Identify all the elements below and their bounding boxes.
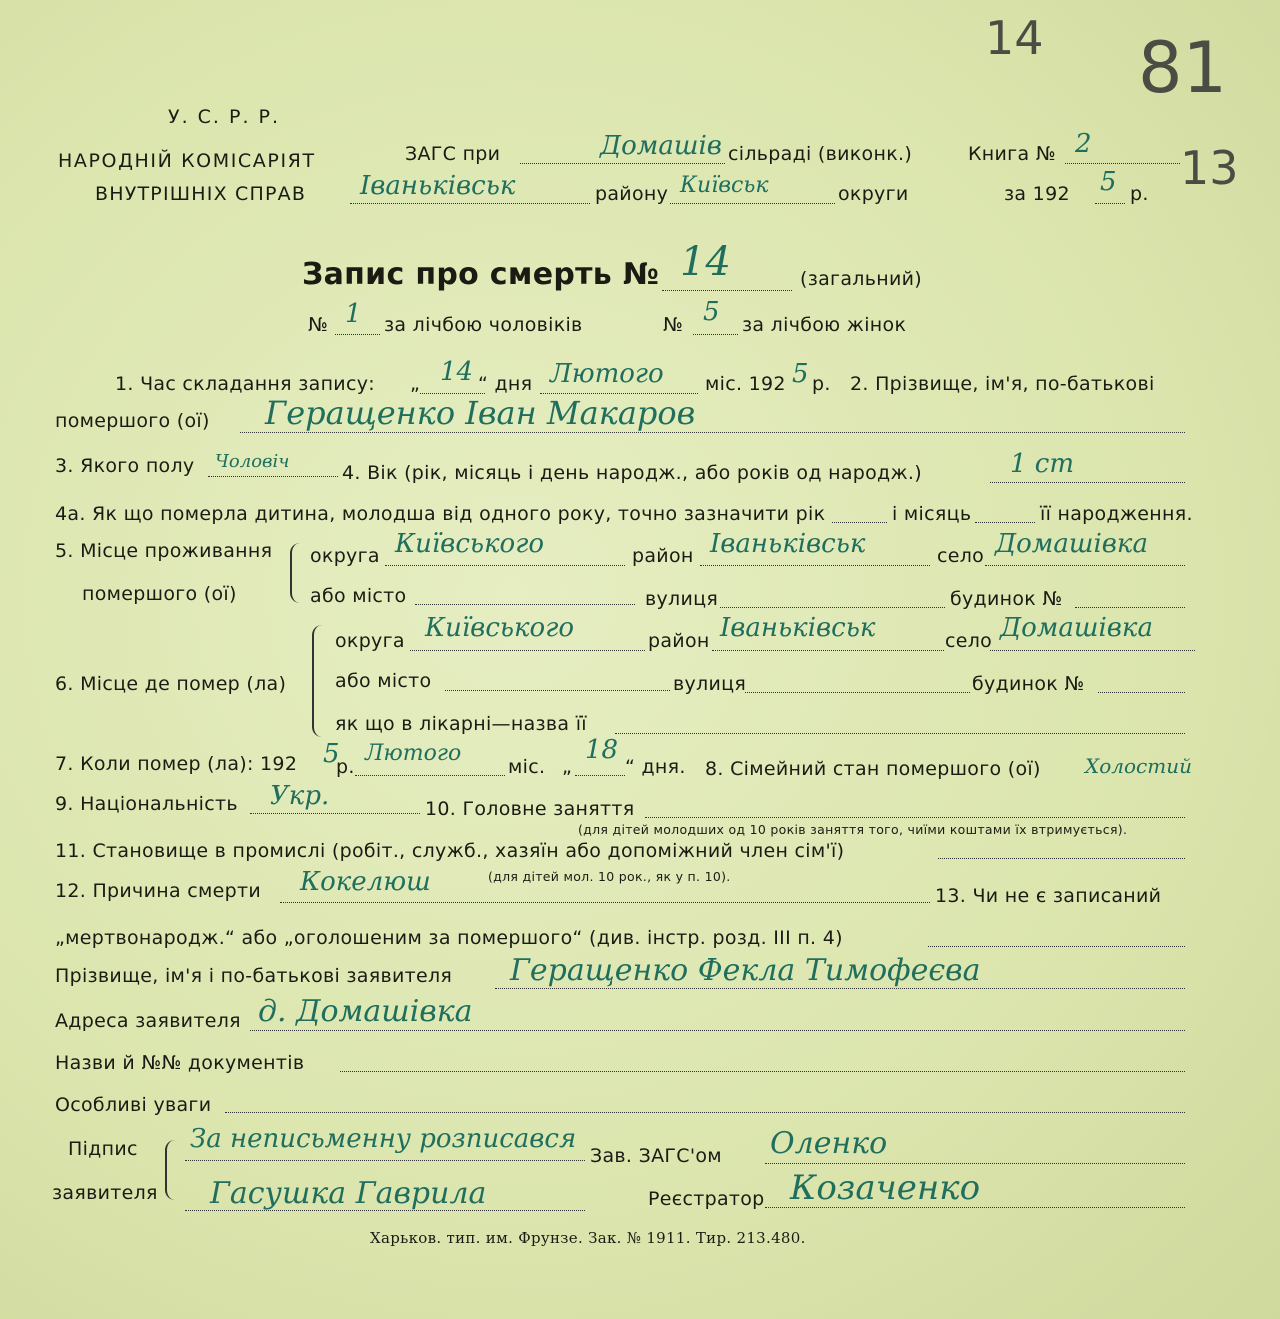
silradi-label: сільраді (виконк.)	[728, 143, 913, 165]
sign-label-1: Підпис	[68, 1138, 138, 1160]
f8-label: 8. Сімейний стан помершого (ої)	[705, 758, 1041, 780]
applicant-addr-label: Адреса заявителя	[55, 1010, 241, 1032]
f4-value: 1 ст	[1010, 449, 1075, 479]
f6-hospital-label: як що в лікарні—назва її	[335, 713, 587, 735]
f5-rayon: Іваньківськ	[710, 529, 866, 559]
f5-budynok-label: будинок №	[950, 588, 1063, 610]
illiterate-note: За неписьменну розписався	[190, 1124, 577, 1154]
notes-label: Особливі уваги	[55, 1094, 212, 1116]
f13-label: 13. Чи не є записаний	[935, 885, 1162, 907]
applicant-name: Геращенко Фекла Тимофеєва	[510, 953, 981, 988]
zags-value: Домашів	[600, 131, 722, 161]
f1-year: 5	[792, 359, 809, 389]
f6-okruga-label: округа	[335, 630, 405, 652]
applicant-name-label: Прізвище, ім'я і по-батькові заявителя	[55, 965, 453, 987]
f7-year: 5	[323, 739, 340, 769]
f5-label2: помершого (ої)	[82, 583, 237, 605]
pencil-mark-14: 14	[985, 11, 1044, 65]
book-label: Книга №	[968, 143, 1056, 165]
f6-selo-label: село	[945, 630, 993, 652]
year-suffix: р.	[1130, 183, 1149, 205]
f4a-label: 4а. Як що померла дитина, молодша від одного року, точно зазначити рік	[55, 503, 826, 525]
f6-vulytsia-label: вулиця	[673, 673, 747, 695]
f12-value: Кокелюш	[300, 867, 431, 897]
f6-label: 6. Місце де помер (ла)	[55, 673, 287, 695]
men-no-label: №	[308, 314, 329, 336]
f5-vulytsia-label: вулиця	[645, 588, 719, 610]
f6-budynok-label: будинок №	[972, 673, 1085, 695]
f5-misto-label: або місто	[310, 585, 407, 607]
record-title: Запис про смерть №	[302, 257, 660, 292]
f1-year-label: міс. 192	[705, 373, 786, 395]
f9-value: Укр.	[270, 781, 330, 811]
f4-label: 4. Вік (рік, місяць і день народж., або років од народж.)	[342, 462, 922, 484]
okrug-value: Київськ	[680, 173, 769, 198]
f4a-suffix: її народження.	[1040, 503, 1193, 525]
registrar-signature: Козаченко	[790, 1168, 981, 1208]
okrug-label: округи	[838, 183, 909, 205]
f6-misto-label: або місто	[335, 670, 432, 692]
printer-footer: Харьков. тип. им. Фрунзе. Зак. № 1911. Тир. 213.480.	[370, 1229, 806, 1247]
f5-okruga-label: округа	[310, 545, 380, 567]
f11-label: 11. Становище в промислі (робіт., служб., хазяїн або допоміжний член сім'ї)	[55, 840, 845, 862]
f8-value: Холостий	[1085, 754, 1192, 778]
district-value: Іваньківськ	[360, 171, 516, 201]
f6-okruga: Київського	[425, 613, 575, 643]
f13-label2: „мертвонародж.“ або „оголошеним за помершого“ (див. інстр. розд. III п. 4)	[55, 927, 843, 949]
f10-label: 10. Головне заняття	[425, 798, 635, 820]
ministry-line-2: ВНУТРІШНІХ СПРАВ	[95, 183, 307, 205]
f3-label: 3. Якого полу	[55, 455, 195, 477]
applicant-signature: Гасушка Гаврилa	[210, 1176, 487, 1211]
f7-r: р.	[336, 756, 355, 778]
pencil-mark-13: 13	[1180, 141, 1239, 195]
f7-day-prefix: „	[562, 756, 573, 778]
f1-day-suffix: “ дня	[478, 373, 533, 395]
f1-year-suffix: р.	[812, 373, 831, 395]
f2-value: Геращенко Іван Макаров	[265, 394, 696, 432]
f7-month: Лютого	[365, 741, 462, 766]
f12-label: 12. Причина смерти	[55, 880, 261, 902]
women-number: 5	[703, 297, 720, 327]
women-no-label: №	[663, 314, 684, 336]
f1-label: 1. Час складання запису:	[115, 373, 375, 395]
f7-mis: міс.	[508, 756, 546, 778]
f5-label: 5. Місце проживання	[55, 540, 273, 562]
head-label: Зав. ЗАГС'ом	[590, 1145, 722, 1167]
men-number: 1	[345, 299, 362, 329]
year-value: 5	[1100, 167, 1117, 197]
f5-selo-label: село	[937, 545, 985, 567]
pencil-mark-81: 81	[1138, 27, 1228, 109]
ussr-header: У. С. Р. Р.	[168, 106, 281, 128]
f6-rayon: Іваньківськ	[720, 613, 876, 643]
f2-label: 2. Прізвище, ім'я, по-батькові	[850, 373, 1155, 395]
f5-rayon-label: район	[632, 545, 694, 567]
f2-label2: помершого (ої)	[55, 410, 210, 432]
women-label: за лічбою жінок	[742, 314, 907, 336]
head-signature: Оленко	[770, 1126, 888, 1161]
f12-note: (для дітей мол. 10 рок., як у п. 10).	[488, 869, 731, 884]
f5-selo: Домашівка	[995, 529, 1148, 559]
sign-label-2: заявителя	[52, 1182, 158, 1204]
zags-label: ЗАГС при	[405, 143, 501, 165]
f1-month: Лютого	[550, 359, 664, 389]
f7-day-suffix: “ дня.	[625, 756, 686, 778]
year-prefix: за 192	[1004, 183, 1070, 205]
applicant-addr: д. Домашівка	[258, 994, 473, 1029]
men-label: за лічбою чоловіків	[384, 314, 583, 336]
district-label: району	[595, 183, 669, 205]
f3-value: Чоловіч	[215, 451, 290, 472]
f10-note: (для дітей молодших од 10 років заняття того, чиїми коштами їх втримується).	[578, 822, 1128, 837]
book-value: 2	[1075, 129, 1092, 159]
documents-label: Назви й №№ документів	[55, 1052, 305, 1074]
registrar-label: Реєстратор	[648, 1188, 765, 1210]
f6-rayon-label: район	[648, 630, 710, 652]
f1-day-prefix: „	[410, 373, 421, 395]
f4a-month-label: і місяць	[892, 503, 972, 525]
record-number: 14	[680, 239, 731, 285]
f9-label: 9. Національність	[55, 793, 238, 815]
f1-day: 14	[440, 357, 474, 387]
ministry-line-1: НАРОДНІЙ КОМІСАРІЯТ	[58, 150, 316, 172]
f7-label: 7. Коли помер (ла): 192	[55, 753, 298, 775]
f7-day: 18	[585, 735, 619, 765]
f6-selo: Домашівка	[1000, 613, 1153, 643]
f5-okruga: Київського	[395, 529, 545, 559]
record-general-label: (загальний)	[800, 268, 922, 290]
